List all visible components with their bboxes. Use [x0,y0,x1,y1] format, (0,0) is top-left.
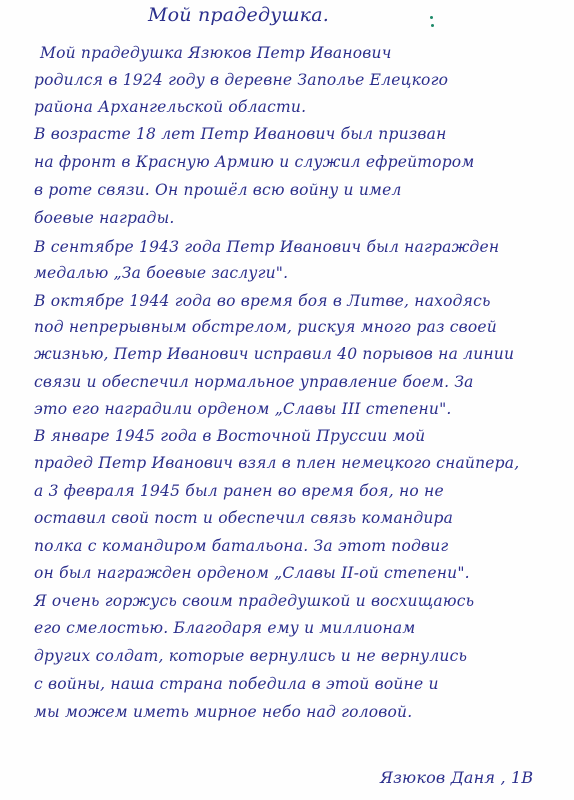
essay-line: оставил свой пост и обеспечил связь командира [34,509,454,527]
essay-line: под непрерывным обстрелом, рискуя много раз своей [34,318,497,336]
essay-line: боевые награды. [34,209,175,227]
essay-line: связи и обеспечил нормальное управление боем. За [34,373,474,391]
essay-line: родился в 1924 году в деревне Заполье Елецкого [34,71,449,89]
essay-line: жизнью, Петр Иванович исправил 40 порывов на линии [34,345,515,363]
essay-line: он был награжден орденом „Славы II-ой степени". [34,564,470,582]
ink-dot [430,16,433,19]
essay-line: с войны, наша страна победила в этой войне и [34,675,439,693]
essay-line: а 3 февраля 1945 был ранен во время боя, но не [34,482,444,500]
essay-line: Мой прадедушка Язюков Петр Иванович [40,44,392,62]
author-signature: Язюков Даня , 1В [380,768,534,787]
essay-line: полка с командиром батальона. За этот подвиг [34,537,449,555]
essay-line: В сентябре 1943 года Петр Иванович был награжден [34,238,500,256]
ink-dot [431,24,434,27]
essay-line: его смелостью. Благодаря ему и миллионам [34,619,416,637]
essay-line: В возрасте 18 лет Петр Иванович был призван [34,125,447,143]
essay-line: мы можем иметь мирное небо над головой. [34,703,413,721]
essay-line: В октябре 1944 года во время боя в Литве, находясь [34,292,491,310]
essay-line: медалью „За боевые заслуги". [34,264,289,282]
essay-line: в роте связи. Он прошёл всю войну и имел [34,181,402,199]
essay-line: В январе 1945 года в Восточной Пруссии мой [34,427,426,445]
essay-line: прадед Петр Иванович взял в плен немецкого снайпера, [34,454,520,472]
essay-line: на фронт в Красную Армию и служил ефрейтором [34,153,475,171]
essay-line: других солдат, которые вернулись и не вернулись [34,647,468,665]
essay-line: Я очень горжусь своим прадедушкой и восхищаюсь [34,592,475,610]
essay-title: Мой прадедушка. [148,4,329,26]
essay-line: района Архангельской области. [34,98,307,116]
essay-line: это его наградили орденом „Славы III степени". [34,400,452,418]
